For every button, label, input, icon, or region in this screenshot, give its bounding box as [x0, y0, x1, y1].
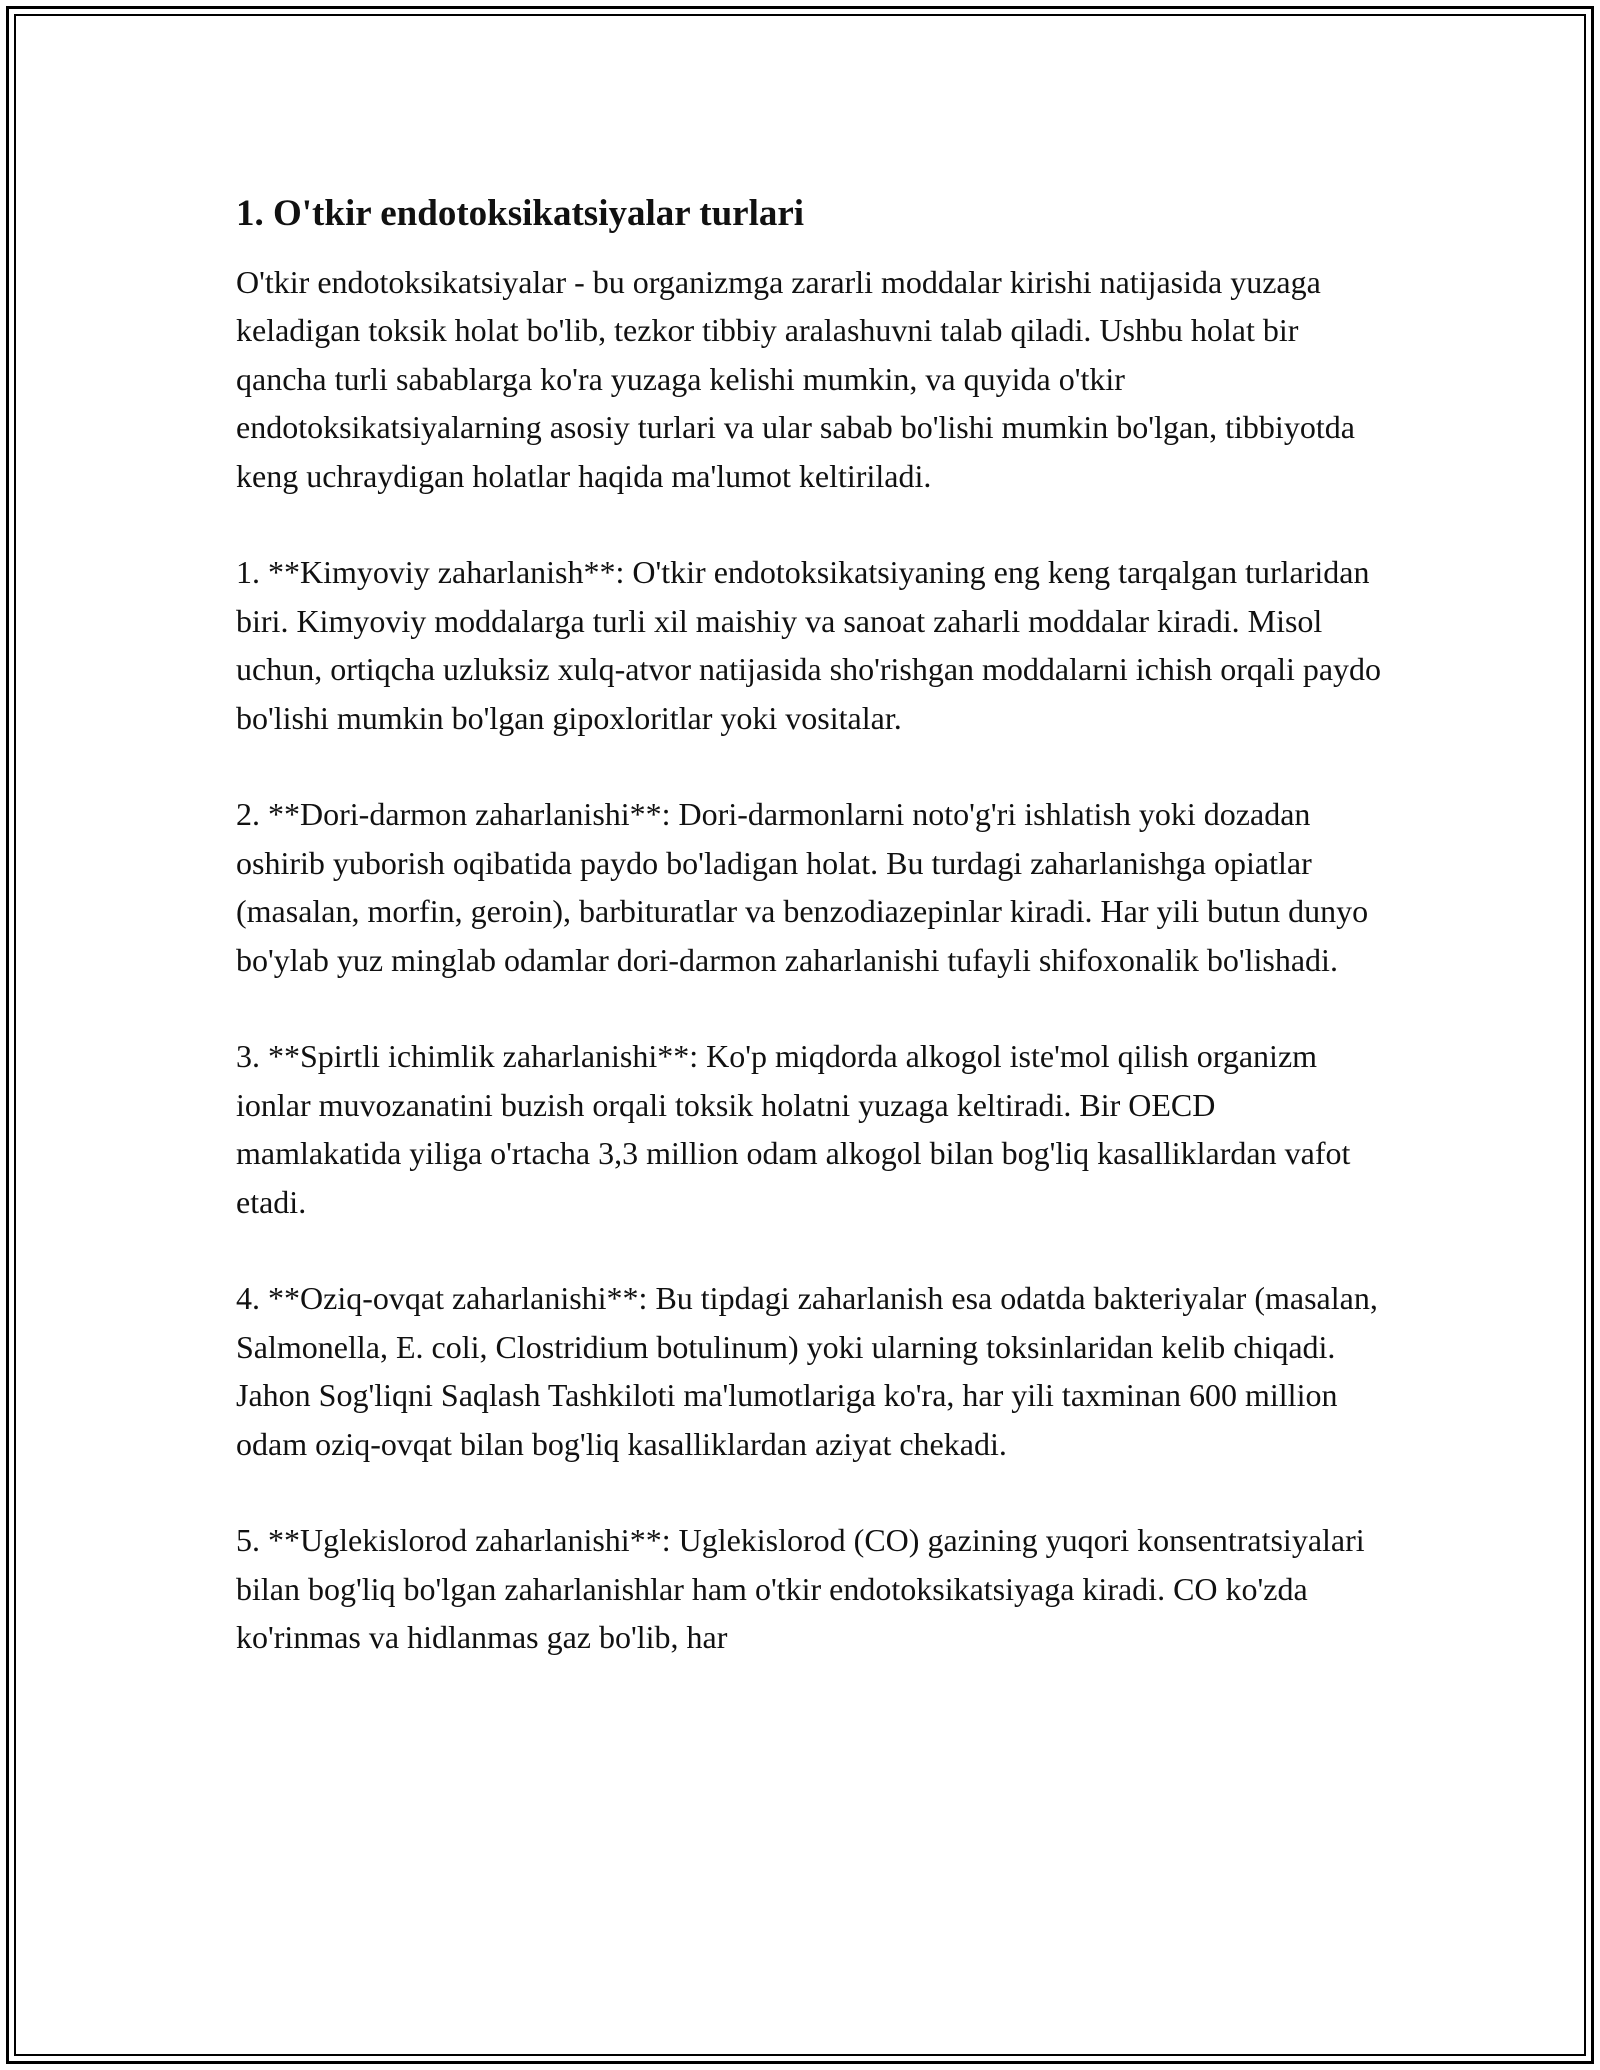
document-body [236, 190, 1386, 1710]
intro-paragraph: O'tkir endotoksikatsiyalar - bu organizmga zararli moddalar kirishi natijasida yuzaga keladigan toksik holat bo'lib, tezkor tibbiy aralashuvni talab qiladi. Ushbu holat bir qancha turli sabablarga ko'ra yuzaga kelishi mumkin, va quyida o'tkir endotoksikatsiyalarning asosiy turlari va ular sabab bo'lishi mumkin bo'lgan, tibbiyotda keng uchraydigan holatlar haqida ma'lumot keltiriladi. [236, 264, 1355, 494]
list-item-drug-poisoning: 2. **Dori-darmon zaharlanishi**: Dori-darmonlarni noto'g'ri ishlatish yoki dozadan oshirib yuborish oqibatida paydo bo'ladigan holat. Bu turdagi zaharlanishga opiatlar (masalan, morfin, geroin), barbituratlar va benzodiazepinlar kiradi. Har yili butun dunyo bo'ylab yuz minglab odamlar dori-darmon zaharlanishi tufayli shifoxonalik bo'lishadi. [236, 796, 1369, 978]
list-item-chemical-poisoning: 1. **Kimyoviy zaharlanish**: O'tkir endotoksikatsiyaning eng keng tarqalgan turlaridan biri. Kimyoviy moddalarga turli xil maishiy va sanoat zaharli moddalar kiradi. Misol uchun, ortiqcha uzluksiz xulq-atvor natijasida sho'rishgan moddalarni ichish orqali paydo bo'lishi mumkin bo'lgan gipoxloritlar yoki vositalar. [236, 554, 1382, 736]
list-item-food-poisoning: 4. **Oziq-ovqat zaharlanishi**: Bu tipdagi zaharlanish esa odatda bakteriyalar (masalan, Salmonella, E. coli, Clostridium botulinum) yoki ularning toksinlaridan kelib chiqadi. Jahon Sog'liqni Saqlash Tashkiloti ma'lumotlariga ko'ra, har yili taxminan 600 million odam oziq-ovqat bilan bog'liq kasalliklardan aziyat chekadi. [236, 1280, 1378, 1462]
list-item-alcohol-poisoning: 3. **Spirtli ichimlik zaharlanishi**: Ko'p miqdorda alkogol iste'mol qilish organizm ionlar muvozanatini buzish orqali toksik holatni yuzaga keltiradi. Bir OECD mamlakatida yiliga o'rtacha 3,3 million odam alkogol bilan bog'liq kasalliklardan vafot etadi. [236, 1038, 1351, 1220]
section-heading: 1. O'tkir endotoksikatsiyalar turlari [236, 193, 805, 234]
list-item-co-poisoning: 5. **Uglekislorod zaharlanishi**: Uglekislorod (CO) gazining yuqori konsentratsiyalari bilan bog'liq bo'lgan zaharlanishlar ham o'tkir endotoksikatsiyaga kiradi. CO ko'zda ko'rinmas va hidlanmas gaz bo'lib, har [236, 1522, 1365, 1656]
